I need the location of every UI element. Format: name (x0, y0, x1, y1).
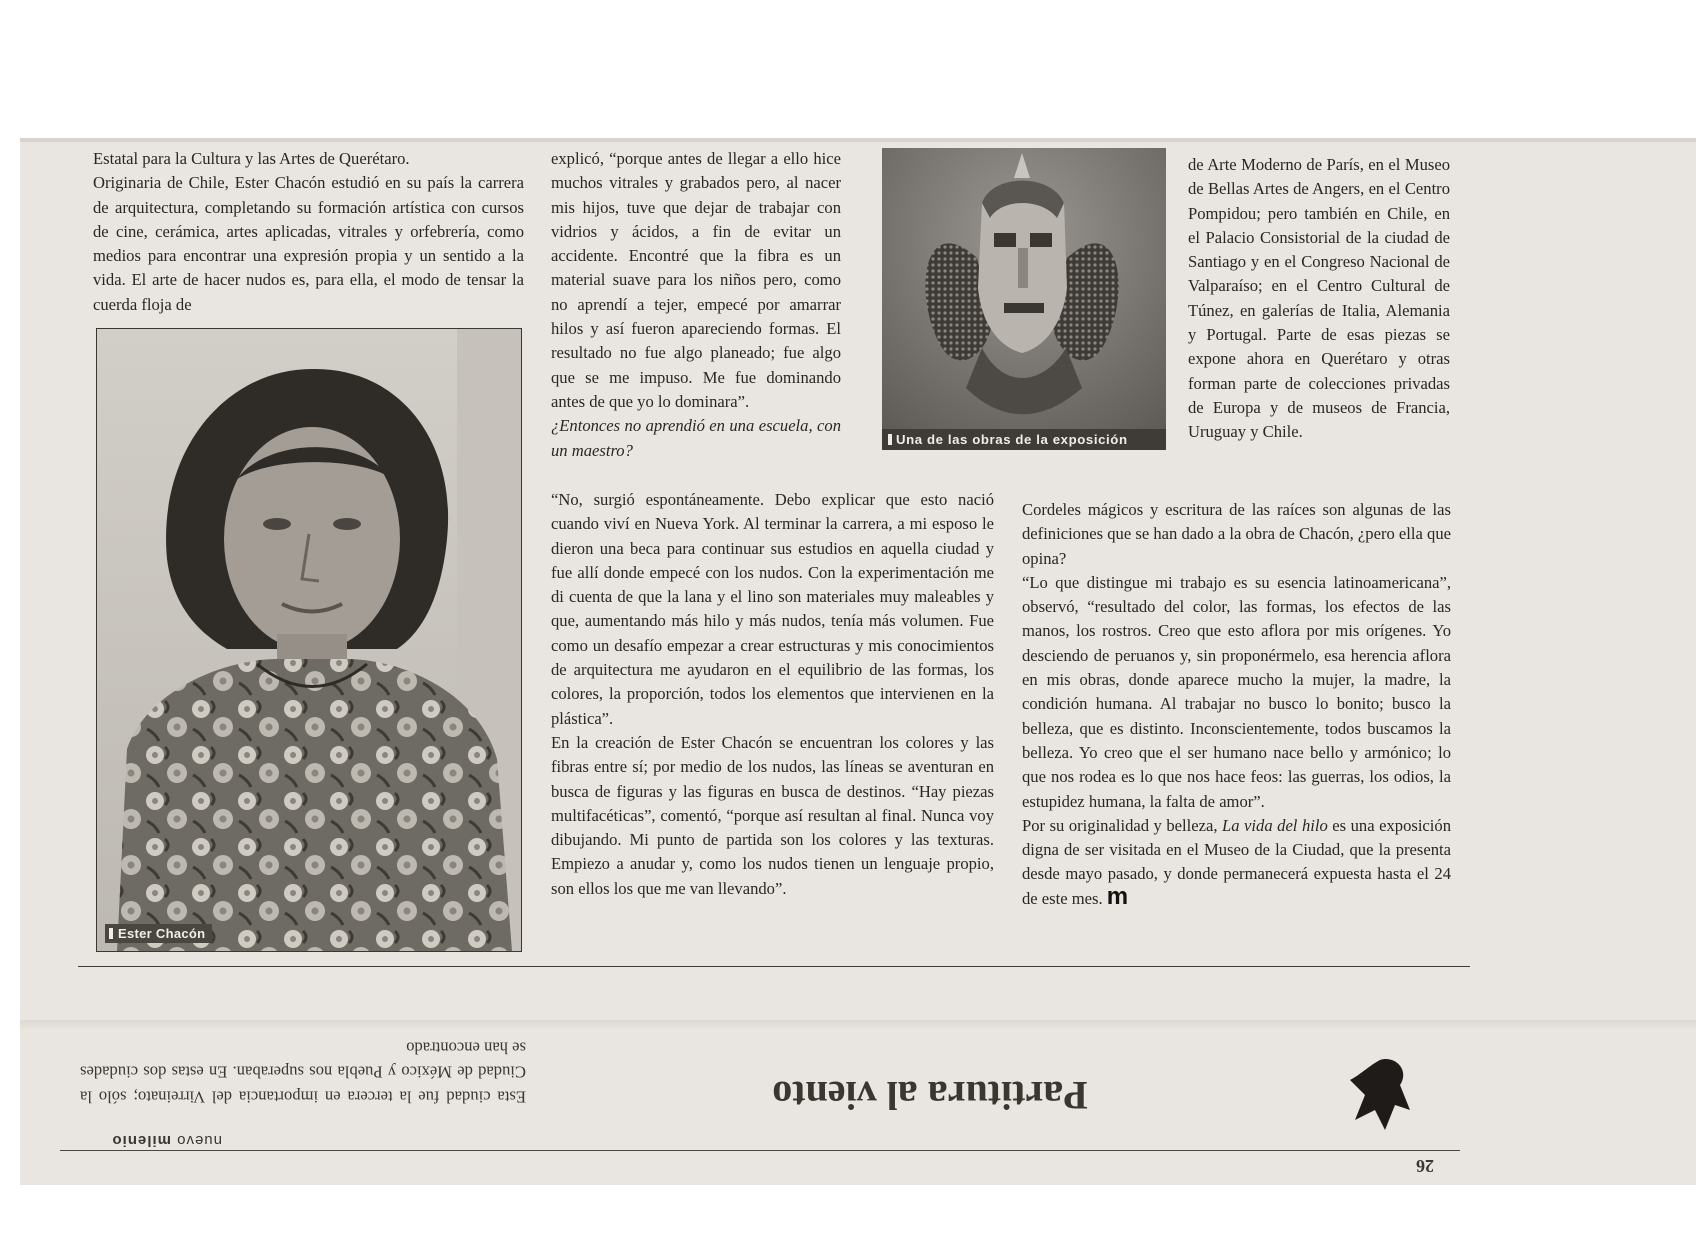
paragraph: En la creación de Ester Chacón se encuentran los colores y las fibras entre sí; por medio de los nudos, las líneas se aventuran en busca de figuras y las figuras en busca de destinos. “Hay piezas multifacéticas”, comentó, “porque así resultan al final. Nunca voy dibujando. Mi punto de partida son los colores y las texturas. Empiezo a anudar y, como los nudos tienen un lenguaje propio, son ellos los que me van llevando”. (551, 732, 994, 898)
column-1 (93, 147, 524, 317)
paragraph: Originaria de Chile, Ester Chacón estudió en su país la carrera de arquitectura, completando su formación artística con cursos de cine, cerámica, artes aplicadas, vitrales y orfebrería, como medios para encontrar una expresión propia y un sentido a la vida. El arte de hacer nudos es, para ella, el modo de tensar la cuerda floja de (93, 173, 524, 314)
artwork-caption: Una de las obras de la exposición (882, 429, 1166, 450)
flipped-page-number: 26 (1416, 1156, 1434, 1176)
paragraph: explicó, “porque antes de llegar a ello hice muchos vitrales y grabados pero, al nacer mis hijos, tuve que dejar de trabajar con vidrios y ácidos, a fin de evitar un accidente. Encontré que la fibra es un material suave para los niños pero, como no aprendí a tejer, empecé por amarrar hilos y así fueron apareciendo formas. El resultado no fue algo planeado; fue algo que se me impuso. Me fue dominando antes de que yo lo dominara”. (551, 149, 841, 411)
portrait-photo (96, 328, 522, 952)
exhibition-title: La vida del hilo (1222, 815, 1328, 835)
paragraph: de Arte Moderno de París, en el Museo de Bellas Artes de Angers, en el Centro Pompidou; pero también en Chile, en el Palacio Consistorial de la ciudad de Santiago y en el Congreso Nacional de Valparaíso; en el Centro Cultural de Túnez, en galerías de Italia, Alemania y Portugal. Parte de esas piezas se expone ahora en Querétaro y otras forman parte de colecciones privadas de Europa y de museos de Francia, Uruguay y Chile. (1188, 155, 1450, 442)
flipped-page-rule (60, 1150, 1460, 1151)
artwork-photo (882, 148, 1166, 450)
paragraph: Estatal para la Cultura y las Artes de Querétaro. (93, 149, 410, 168)
article-bottom-rule (78, 966, 1470, 967)
paragraph: “Lo que distingue mi trabajo es su esencia latinoamericana”, observó, “resultado del color, las formas, los efectos de las manos, los rostros. Creo que esto aflora por mis orígenes. Yo desciendo de peruanos y, sin proponérmelo, esa herencia aflora en mis obras, donde aparece mucho la mujer, la madre, la condición humana. Al trabajar no busco lo bonito; busco la belleza, que es distinto. Inconscientemente, todos buscamos la belleza. Yo creo que el ser humano nace bello y armónico; lo que nos rodea es lo que nos hace feos: las guerras, los odios, la estupidez humana, la falta de amor”. (1022, 572, 1451, 811)
paragraph: Cordeles mágicos y escritura de las raíces son algunas de las definiciones que se han dado a la obra de Chacón, ¿pero ella que opina? (1022, 500, 1451, 568)
fold-strip (20, 1020, 1696, 1032)
column-2-top (551, 147, 841, 463)
page-edge (20, 138, 1696, 142)
dancer-logo-icon (1340, 1050, 1420, 1140)
interview-question: ¿Entonces no aprendió en una escuela, con un maestro? (551, 416, 841, 460)
column-3-top (1188, 153, 1450, 445)
end-mark: m (1106, 882, 1129, 910)
artwork-illustration (882, 148, 1166, 450)
paragraph: “No, surgió espontáneamente. Debo explicar que esto nació cuando viví en Nueva York. Al terminar la carrera, a mi esposo le dieron una beca para continuar sus estudios en aquella ciudad y fue allí donde empecé con los nudos. Con la experimentación me di cuenta de que la lana y el lino son materiales muy maleables y que, aumentando más hilo y más nudos, tenía más volumen. Fue como un desafío empezar a crear estructuras y mis conocimientos de arquitectura me ayudaron en el equilibrio de las formas, los colores, la proporción, todos los elementos que intervienen en la plástica”. (551, 490, 994, 728)
closing-paragraph: Por su originalidad y belleza, La vida del hilo es una exposición digna de ser visitada en el Museo de la Ciudad, que la presenta desde mayo pasado, y donde permanecerá expuesta hasta el 24 de este mes. m (1022, 815, 1451, 910)
portrait-illustration (97, 329, 521, 951)
column-3-bottom (1022, 498, 1451, 911)
flipped-headline: Partitura al viento (772, 1073, 1088, 1118)
portrait-caption: Ester Chacón (105, 924, 212, 943)
flipped-paragraph: Esta ciudad fue la tercera en importancia del Virreinato; sólo la Ciudad de México y Puebla nos superaban. En estas dos ciudades se han encontrado (80, 1038, 526, 1107)
column-2-bottom (551, 488, 994, 901)
flipped-brand: nuevo milenio (111, 1132, 222, 1149)
